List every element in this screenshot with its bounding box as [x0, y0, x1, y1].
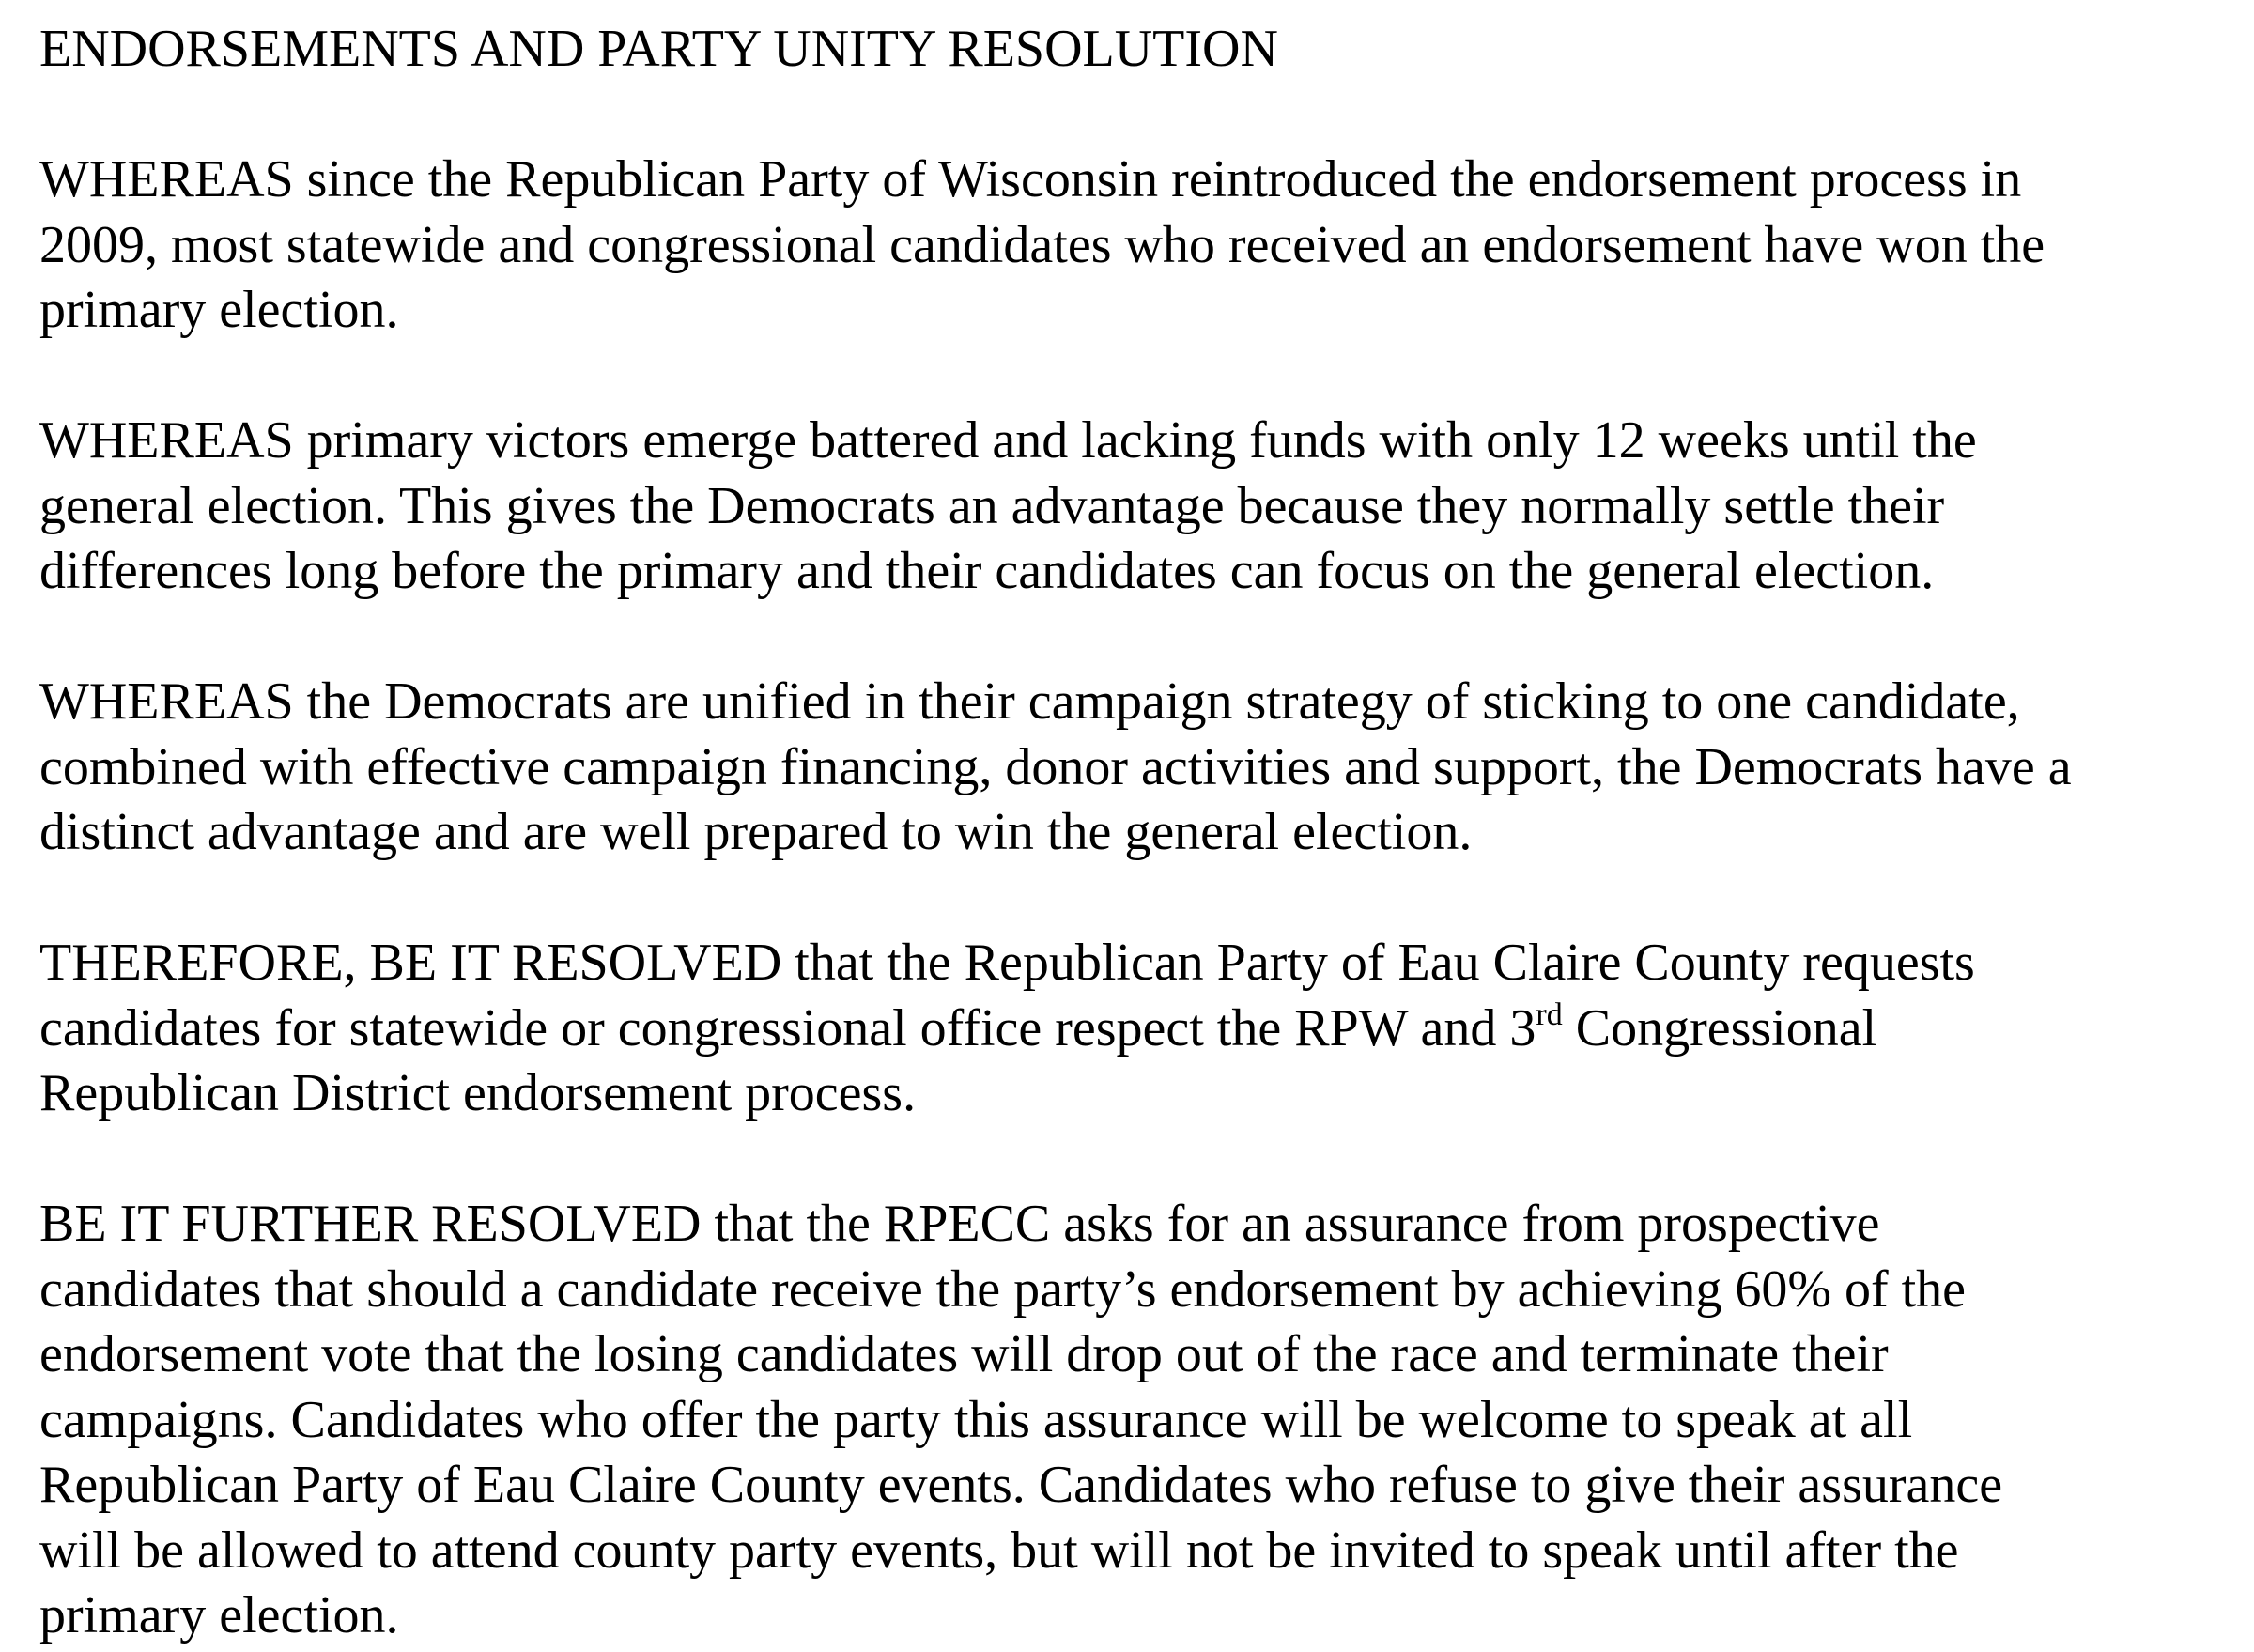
- text-line: primary election.: [39, 1586, 399, 1644]
- text-line: will be allowed to attend county party events, but will not be invited to speak until after the: [39, 1521, 1959, 1580]
- text-segment: candidates for statewide or congressional office respect the RPW and 3: [39, 998, 1536, 1058]
- further-resolved-paragraph: [39, 1192, 2237, 1649]
- text-line-with-superscript: [39, 996, 2237, 1062]
- text-line: WHEREAS since the Republican Party of Wisconsin reintroduced the endorsement process in: [39, 150, 2022, 208]
- text-line: 2009, most statewide and congressional candidates who received an endorsement have won the: [39, 215, 2046, 274]
- whereas-paragraph-2: [39, 409, 2237, 605]
- document-title: ENDORSEMENTS AND PARTY UNITY RESOLUTION: [39, 20, 1278, 78]
- text-line: general election. This gives the Democrats an advantage because they normally settle their: [39, 476, 1945, 535]
- whereas-paragraph-3: [39, 670, 2237, 866]
- ordinal-superscript: rd: [1536, 996, 1563, 1032]
- whereas-paragraph-1: [39, 147, 2237, 344]
- text-line: Republican Party of Eau Claire County events. Candidates who refuse to give their assurance: [39, 1456, 2003, 1514]
- text-line: WHEREAS primary victors emerge battered and lacking funds with only 12 weeks until the: [39, 411, 1977, 470]
- resolved-paragraph: [39, 931, 2237, 1127]
- text-line: endorsement vote that the losing candidates will drop out of the race and terminate their: [39, 1325, 1889, 1383]
- text-line: Republican District endorsement process.: [39, 1064, 917, 1122]
- text-line: WHEREAS the Democrats are unified in their campaign strategy of sticking to one candidate,: [39, 672, 2020, 731]
- text-segment: Congressional: [1562, 998, 1877, 1058]
- document-page: [39, 17, 2237, 1649]
- text-line: THEREFORE, BE IT RESOLVED that the Republican Party of Eau Claire County requests: [39, 934, 1975, 992]
- text-line: distinct advantage and are well prepared to win the general election.: [39, 803, 1473, 861]
- text-line: campaigns. Candidates who offer the party this assurance will be welcome to speak at all: [39, 1390, 1913, 1449]
- text-line: differences long before the primary and their candidates can focus on the general election.: [39, 542, 1935, 600]
- text-line: combined with effective campaign financing, donor activities and support, the Democrats have a: [39, 737, 2072, 796]
- text-line: primary election.: [39, 281, 399, 339]
- text-line: candidates that should a candidate receive the party’s endorsement by achieving 60% of the: [39, 1259, 1967, 1319]
- text-line: BE IT FURTHER RESOLVED that the RPECC asks for an assurance from prospective: [39, 1195, 1880, 1253]
